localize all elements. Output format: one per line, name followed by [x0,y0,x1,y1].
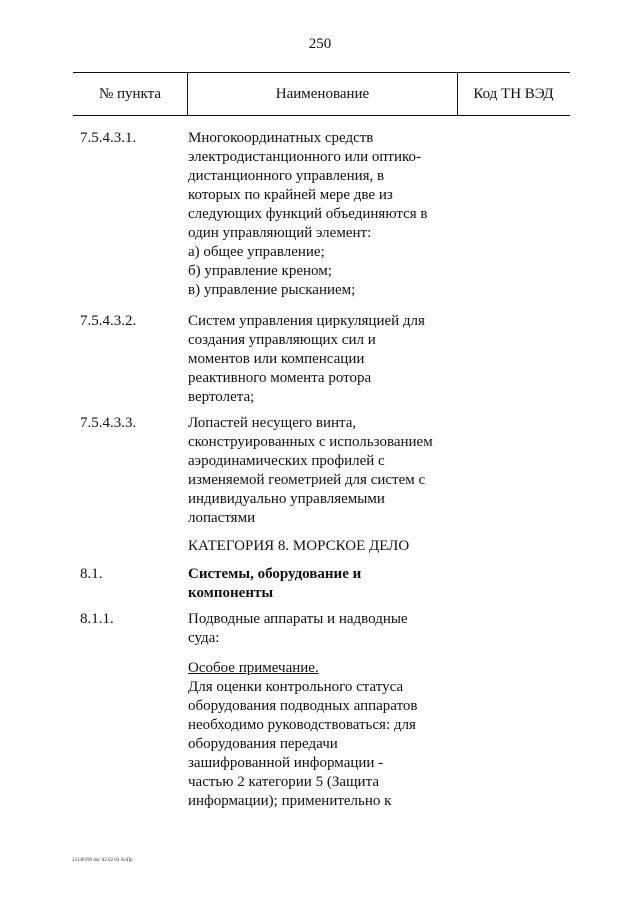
text-line: суда: [188,630,220,646]
item-text [188,312,473,407]
text-line: б) управление креном; [188,263,332,279]
table-header [73,72,570,116]
page-number: 250 [308,36,332,52]
text-line: Подводные аппараты и надводные [188,611,408,627]
section-title [188,565,473,603]
text-line: в) управление рысканием; [188,282,356,298]
text-line: а) общее управление; [188,244,325,260]
section-text [188,610,473,811]
header-col-name: Наименование [187,73,458,115]
note-line: необходимо руководствоваться: для [188,717,416,733]
text-line: индивидуально управляемыми [188,491,385,507]
text-line: создания управляющих сил и [188,332,376,348]
text-line: следующих функций объединяются в [188,206,428,222]
note-line: оборудования передачи [188,736,338,752]
text-line: компоненты [188,585,274,601]
section-number: 8.1. [80,566,103,582]
text-line: лопастями [188,510,256,526]
item-text [188,414,473,528]
header-col-code: Код ТН ВЭД [473,86,554,102]
text-line: изменяемой геометрией для систем с [188,472,426,488]
text-line: Системы, оборудование и [188,566,362,582]
text-line: Многокоординатных средств [188,130,374,146]
text-line: которых по крайней мере две из [188,187,393,203]
header-col-number: № пункта [98,86,162,102]
footer-doc-id: 23140399 doc 02 02 04 АлПр [72,858,133,863]
text-line: Лопастей несущего винта, [188,415,357,431]
text-line: один управляющий элемент: [188,225,372,241]
note-line: Для оценки контрольного статуса [188,679,404,695]
text-line: реактивного момента ротора [188,370,372,386]
category-title: КАТЕГОРИЯ 8. МОРСКОЕ ДЕЛО [188,538,410,554]
note-line: информации); применительно к [188,793,392,809]
text-line: дистанционного управления, в [188,168,385,184]
item-number: 7.5.4.3.3. [80,415,137,431]
item-number: 7.5.4.3.1. [80,130,137,146]
item-number: 7.5.4.3.2. [80,313,137,329]
item-text [188,129,473,300]
text-line: Систем управления циркуляцией для [188,313,425,329]
text-line: аэродинамических профилей с [188,453,385,469]
text-line: моментов или компенсации [188,351,365,367]
note-line: зашифрованной информации - [188,755,384,771]
text-line: вертолета; [188,389,255,405]
note-line: частью 2 категории 5 (Защита [188,774,379,790]
text-line: электродистанционного или оптико- [188,149,422,165]
section-number: 8.1.1. [80,611,114,627]
text-line: сконструированных с использованием [188,434,433,450]
note-title: Особое примечание. [188,660,319,676]
note-line: оборудования подводных аппаратов [188,698,418,714]
